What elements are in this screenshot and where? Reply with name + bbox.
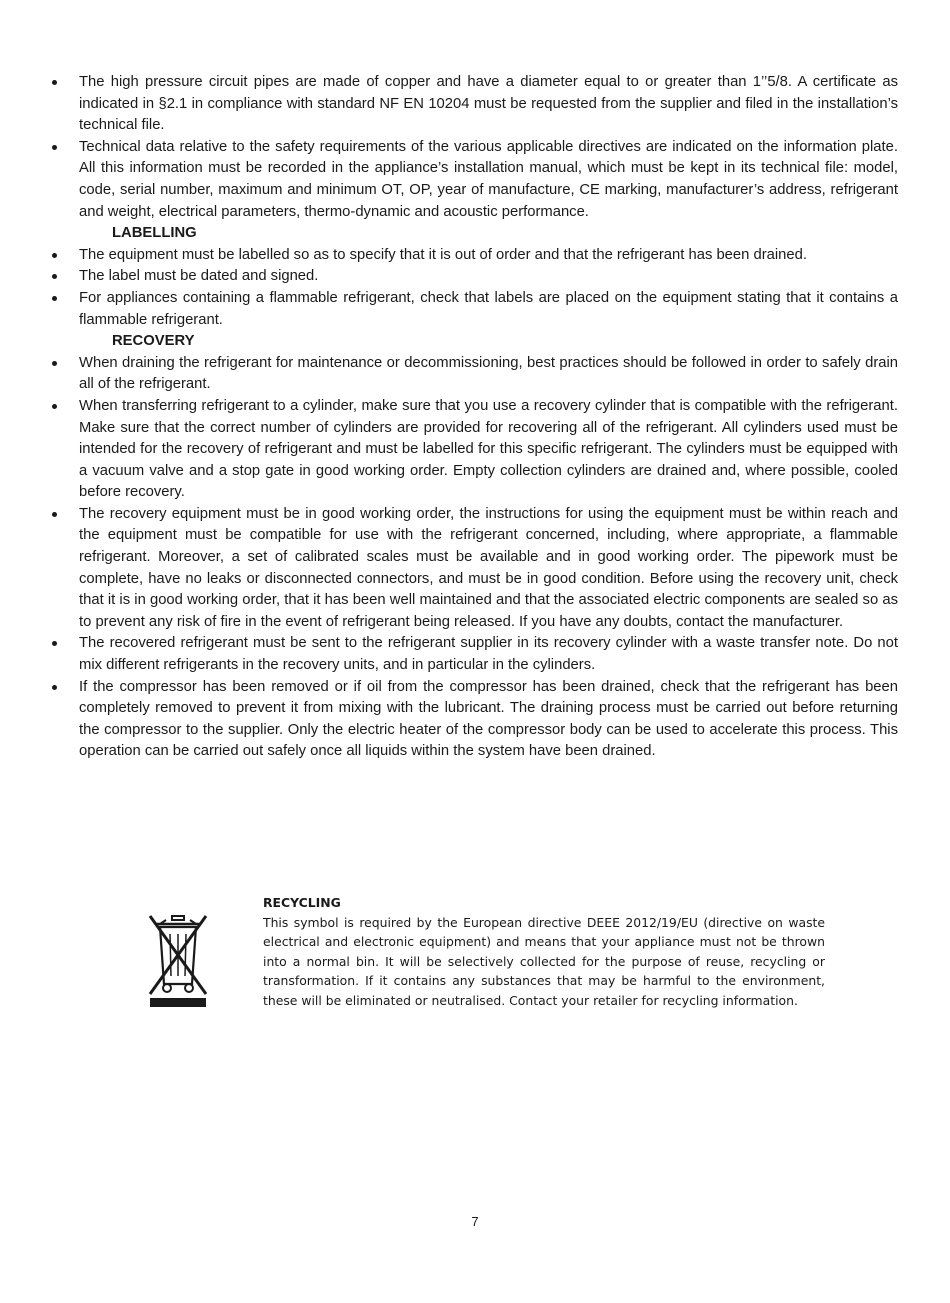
list-item: [50, 288, 898, 331]
bullet-icon: [52, 296, 57, 301]
recovery-heading: RECOVERY: [112, 333, 195, 350]
bullet-icon: [52, 80, 57, 85]
list-item-text: Technical data relative to the safety requirements of the various applicable directives are indicated on the information plate. All this information must be recorded in the appliance’s installation manual, which must be kept in its technical file: model, code, serial number, maximum and minimum OT, OP, year of manufacture, CE marking, manufacturer’s address, refrigerant and weight, electrical parameters, thermo-dynamic and acoustic performance.: [79, 138, 898, 220]
list-item-text: For appliances containing a flammable refrigerant, check that labels are placed on the equipment stating that it contains a flammable refrigerant.: [79, 289, 898, 328]
bullet-icon: [52, 404, 57, 409]
list-item-text: If the compressor has been removed or if oil from the compressor has been drained, check that the refrigerant has been completely removed to prevent it from mixing with the lubricant. The draining process must be carried out before returning the compressor to the supplier. Only the electric heater of the compressor body can be used to accelerate this process. This operation can be carried out safely once all liquids within the system have been drained.: [79, 678, 898, 760]
list-item: [50, 72, 898, 137]
intro-bullet-list: [50, 72, 898, 223]
main-content: [50, 72, 898, 763]
bullet-icon: [52, 641, 57, 646]
bullet-icon: [52, 274, 57, 279]
recycling-heading: RECYCLING: [263, 895, 341, 910]
list-item-text: The high pressure circuit pipes are made of copper and have a diameter equal to or greater than 1’’5/8. A certificate as indicated in §2.1 in compliance with standard NF EN 10204 must be requested from the supplier and filed in the installation’s technical file.: [79, 74, 898, 134]
bullet-icon: [52, 361, 57, 366]
list-item: [50, 677, 898, 763]
list-item-text: The equipment must be labelled so as to specify that it is out of order and that the refrigerant has been drained.: [79, 246, 807, 263]
list-item: [50, 245, 898, 267]
list-item-text: When draining the refrigerant for maintenance or decommissioning, best practices should be followed in order to safely drain all of the refrigerant.: [79, 354, 898, 393]
recycling-section: [263, 893, 825, 1011]
page-number: 7: [471, 1214, 479, 1229]
list-item: [50, 633, 898, 676]
crossed-out-wheelie-bin-icon: [146, 912, 210, 1010]
bullet-icon: [52, 145, 57, 150]
labelling-bullet-list: [50, 245, 898, 331]
list-item-text: The recovery equipment must be in good working order, the instructions for using the equipment must be within reach and the equipment must be compatible for use with the refrigerant concerned, including, where appropriate, a flammable refrigerant. Moreover, a set of calibrated scales must be available and in good working order. The pipework must be complete, have no leaks or disconnected connectors, and must be in good condition. Before using the recovery unit, check that it is in good working order, that it has been well maintained and that the associated electric components are sealed so as to prevent any risk of fire in the event of refrigerant being released. If you have any doubts, contact the manufacturer.: [79, 505, 898, 630]
labelling-heading: LABELLING: [112, 225, 197, 242]
list-item-text: The recovered refrigerant must be sent to the refrigerant supplier in its recovery cylinder with a waste transfer note. Do not mix different refrigerants in the recovery units, and in particular in the cylinders.: [79, 635, 898, 674]
bullet-icon: [52, 512, 57, 517]
list-item-text: The label must be dated and signed.: [79, 268, 319, 285]
bullet-icon: [52, 685, 57, 690]
bullet-icon: [52, 253, 57, 258]
recovery-bullet-list: [50, 353, 898, 763]
list-item-text: When transferring refrigerant to a cylinder, make sure that you use a recovery cylinder that is compatible with the refrigerant. Make sure that the correct number of cylinders are provided for recovering all of the refrigerant. All cylinders used must be intended for the recovery of refrigerant and must be labelled for this specific refrigerant. The cylinders must be equipped with a vacuum valve and a stop gate in good working order. Empty collection cylinders are drained and, where possible, cooled before recovery.: [79, 397, 898, 501]
list-item: [50, 396, 898, 504]
list-item: [50, 353, 898, 396]
list-item: [50, 504, 898, 634]
list-item: [50, 137, 898, 223]
list-item: [50, 266, 898, 288]
recycling-body-text: This symbol is required by the European directive DEEE 2012/19/EU (directive on waste electrical and electronic equipment) and means that your appliance must not be thrown into a normal bin. It will be selectively collected for the purpose of reuse, recycling or transformation. If it contains any substances that may be harmful to the environment, these will be eliminated or neutralised. Contact your retailer for recycling information.: [263, 914, 825, 1008]
